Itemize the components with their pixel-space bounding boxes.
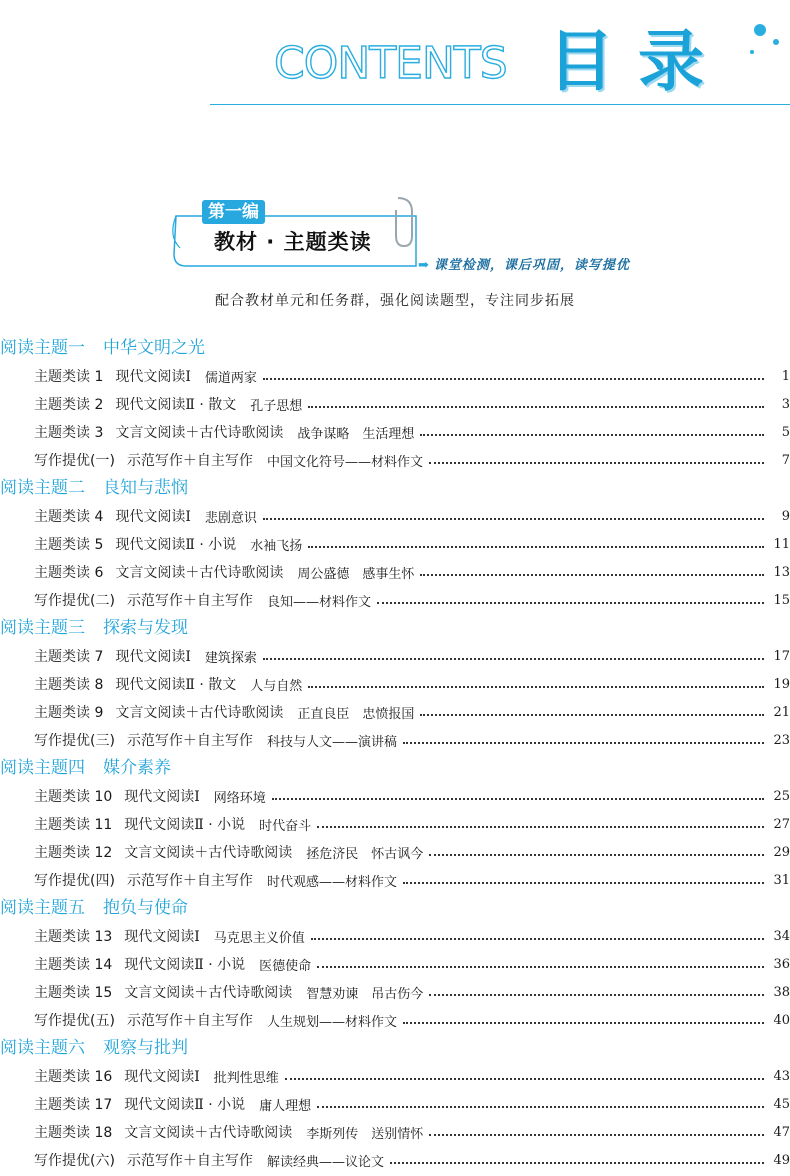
entry-label: 主题类读 6 — [34, 565, 104, 581]
entry-category: 现代文阅读Ⅰ — [115, 649, 191, 665]
theme-label: 阅读主题一 — [0, 338, 85, 358]
dot-leader — [420, 434, 764, 436]
page-number: 15 — [773, 592, 790, 608]
dot-leader — [429, 994, 764, 996]
toc-entry[interactable] — [0, 558, 790, 586]
entry-title: 正直良臣 忠愤报国 — [297, 706, 415, 722]
toc-entry[interactable] — [0, 726, 790, 754]
entry-label: 主题类读 15 — [34, 985, 113, 1001]
entry-title: 战争谋略 生活理想 — [297, 426, 415, 442]
entry-category: 示范写作＋自主写作 — [126, 1153, 253, 1169]
entry-category: 现代文阅读Ⅰ — [115, 369, 191, 385]
page-header — [0, 0, 790, 110]
toc-entry[interactable] — [0, 1118, 790, 1146]
theme-name: 良知与悲悯 — [103, 478, 188, 498]
page-number: 9 — [781, 508, 790, 524]
entry-category: 文言文阅读＋古代诗歌阅读 — [124, 985, 293, 1001]
page-number: 17 — [773, 648, 790, 664]
unit-subtitle — [418, 254, 630, 273]
entry-label: 主题类读 3 — [34, 425, 104, 441]
entry-title: 马克思主义价值 — [213, 930, 305, 946]
theme-name: 媒介素养 — [103, 758, 171, 778]
entry-category: 现代文阅读Ⅱ · 小说 — [124, 1097, 246, 1113]
page-number: 1 — [781, 368, 790, 384]
header-rule — [210, 104, 790, 105]
entry-label: 主题类读 4 — [34, 509, 104, 525]
page-number: 19 — [773, 676, 790, 692]
toc-entry[interactable] — [0, 810, 790, 838]
dot-leader — [285, 1078, 764, 1080]
entry-label: 主题类读 17 — [34, 1097, 113, 1113]
theme-label: 阅读主题四 — [0, 758, 85, 778]
entry-label: 主题类读 1 — [34, 369, 104, 385]
dot-leader — [429, 462, 764, 464]
entry-title: 周公盛德 感事生怀 — [297, 566, 415, 582]
dot-leader — [403, 1022, 764, 1024]
toc-entry[interactable] — [0, 866, 790, 894]
theme-label: 阅读主题六 — [0, 1038, 85, 1058]
entry-title: 孔子思想 — [250, 398, 303, 414]
entry-title: 智慧劝谏 吊古伤今 — [306, 986, 424, 1002]
page-number: 25 — [773, 788, 790, 804]
page-number: 49 — [773, 1152, 790, 1168]
dot-leader — [317, 966, 764, 968]
entry-title: 建筑探索 — [204, 650, 257, 666]
entry-label: 主题类读 10 — [34, 789, 113, 805]
dot-leader — [403, 882, 764, 884]
page-number: 38 — [773, 984, 790, 1000]
page-number: 3 — [781, 396, 790, 412]
entry-title: 医德使命 — [259, 958, 312, 974]
page-number: 31 — [773, 872, 790, 888]
theme-heading[interactable] — [0, 1034, 790, 1062]
toc-entry[interactable] — [0, 922, 790, 950]
entry-title: 水袖飞扬 — [250, 538, 303, 554]
entry-title: 拯危济民 怀古讽今 — [306, 846, 424, 862]
toc-entry[interactable] — [0, 950, 790, 978]
entry-title: 良知——材料作文 — [266, 594, 371, 610]
entry-category: 示范写作＋自主写作 — [126, 1013, 253, 1029]
toc-entry[interactable] — [0, 1062, 790, 1090]
toc-entry[interactable] — [0, 418, 790, 446]
dot-leader — [272, 798, 764, 800]
toc-entry[interactable] — [0, 1006, 790, 1034]
unit-intro: 配合教材单元和任务群，强化阅读题型，专注同步拓展 — [215, 293, 575, 309]
toc-entry[interactable] — [0, 1090, 790, 1118]
page-number: 47 — [773, 1124, 790, 1140]
theme-label: 阅读主题三 — [0, 618, 85, 638]
theme-heading[interactable] — [0, 614, 790, 642]
dot-leader — [263, 658, 764, 660]
entry-category: 文言文阅读＋古代诗歌阅读 — [115, 565, 284, 581]
page-number: 7 — [781, 452, 790, 468]
entry-label: 写作提优(一) — [34, 453, 115, 469]
arrow-glyph-icon: ➡ — [418, 258, 430, 273]
entry-label: 主题类读 12 — [34, 845, 113, 861]
dot-leader — [429, 1134, 764, 1136]
toc-entry[interactable] — [0, 978, 790, 1006]
theme-name: 观察与批判 — [103, 1038, 188, 1058]
dot-leader — [390, 1162, 764, 1164]
entry-title: 时代奋斗 — [259, 818, 312, 834]
theme-heading[interactable] — [0, 334, 790, 362]
entry-category: 文言文阅读＋古代诗歌阅读 — [115, 425, 284, 441]
theme-heading[interactable] — [0, 474, 790, 502]
dot-leader — [308, 546, 764, 548]
entry-label: 写作提优(三) — [34, 733, 115, 749]
theme-name: 探索与发现 — [103, 618, 188, 638]
entry-title: 中国文化符号——材料作文 — [266, 454, 423, 470]
entry-category: 示范写作＋自主写作 — [126, 593, 253, 609]
entry-label: 主题类读 16 — [34, 1069, 113, 1085]
mulu-heading: 目录 — [548, 23, 728, 100]
entry-label: 主题类读 5 — [34, 537, 104, 553]
page-number: 45 — [773, 1096, 790, 1112]
entry-label: 主题类读 14 — [34, 957, 113, 973]
entry-category: 现代文阅读Ⅰ — [115, 509, 191, 525]
page-number: 5 — [781, 424, 790, 440]
entry-label: 写作提优(六) — [34, 1153, 115, 1169]
page-number: 21 — [773, 704, 790, 720]
unit-tag: 第一编 — [202, 200, 265, 224]
toc-entry[interactable] — [0, 390, 790, 418]
dot-leader — [403, 742, 764, 744]
page-number: 13 — [773, 564, 790, 580]
dot-leader — [263, 518, 764, 520]
page-number: 29 — [773, 844, 790, 860]
theme-label: 阅读主题二 — [0, 478, 85, 498]
theme-heading[interactable] — [0, 754, 790, 782]
toc-entry[interactable] — [0, 586, 790, 614]
entry-label: 主题类读 2 — [34, 397, 104, 413]
toc-entry[interactable] — [0, 530, 790, 558]
toc-entry[interactable] — [0, 838, 790, 866]
dot-leader — [317, 826, 764, 828]
entry-category: 示范写作＋自主写作 — [126, 733, 253, 749]
entry-label: 主题类读 9 — [34, 705, 104, 721]
entry-category: 文言文阅读＋古代诗歌阅读 — [115, 705, 284, 721]
entry-category: 现代文阅读Ⅱ · 散文 — [115, 397, 237, 413]
entry-title: 悲剧意识 — [204, 510, 257, 526]
entry-label: 主题类读 8 — [34, 677, 104, 693]
page-number: 43 — [773, 1068, 790, 1084]
toc-entry[interactable] — [0, 670, 790, 698]
theme-name: 中华文明之光 — [103, 338, 205, 358]
toc-entry[interactable] — [0, 502, 790, 530]
entry-category: 现代文阅读Ⅱ · 小说 — [124, 957, 246, 973]
unit-title: 教材 · 主题类读 — [214, 230, 372, 254]
entry-title: 时代观感——材料作文 — [266, 874, 397, 890]
dot-leader — [308, 406, 764, 408]
toc-entry[interactable] — [0, 782, 790, 810]
entry-title: 人生规划——材料作文 — [266, 1014, 397, 1030]
page-number: 36 — [773, 956, 790, 972]
entry-category: 示范写作＋自主写作 — [126, 453, 253, 469]
unit-subtitle-text: 课堂检测，课后巩固，读写提优 — [433, 258, 630, 273]
page-number: 27 — [773, 816, 790, 832]
entry-label: 主题类读 13 — [34, 929, 113, 945]
entry-category: 示范写作＋自主写作 — [126, 873, 253, 889]
toc-entry[interactable] — [0, 446, 790, 474]
dot-leader — [429, 854, 764, 856]
dot-leader — [311, 938, 764, 940]
page-number: 23 — [773, 732, 790, 748]
page-number: 34 — [773, 928, 790, 944]
entry-title: 解读经典——议论文 — [266, 1154, 384, 1170]
toc-entry[interactable] — [0, 698, 790, 726]
page-number: 11 — [773, 536, 790, 552]
entry-label: 写作提优(四) — [34, 873, 115, 889]
toc-entry[interactable] — [0, 1146, 790, 1174]
theme-name: 抱负与使命 — [103, 898, 188, 918]
dot-leader — [420, 574, 764, 576]
dot-leader — [263, 378, 764, 380]
toc-entry[interactable] — [0, 362, 790, 390]
dot-leader — [420, 714, 764, 716]
entry-category: 现代文阅读Ⅱ · 散文 — [115, 677, 237, 693]
entry-label: 主题类读 11 — [34, 817, 113, 833]
entry-title: 人与自然 — [250, 678, 303, 694]
dot-leader — [308, 686, 764, 688]
unit-banner — [166, 196, 426, 276]
toc-entry[interactable] — [0, 642, 790, 670]
contents-heading: CONTENTS — [274, 38, 507, 89]
dot-leader — [317, 1106, 764, 1108]
toc-list — [0, 334, 790, 1174]
entry-label: 主题类读 7 — [34, 649, 104, 665]
entry-category: 文言文阅读＋古代诗歌阅读 — [124, 1125, 293, 1141]
entry-category: 现代文阅读Ⅰ — [124, 1069, 200, 1085]
entry-title: 儒道两家 — [204, 370, 257, 386]
entry-title: 网络环境 — [213, 790, 266, 806]
entry-category: 现代文阅读Ⅱ · 小说 — [124, 817, 246, 833]
entry-title: 李斯列传 送别情怀 — [306, 1126, 424, 1142]
dot-leader — [377, 602, 764, 604]
entry-title: 科技与人文——演讲稿 — [266, 734, 397, 750]
theme-heading[interactable] — [0, 894, 790, 922]
entry-label: 写作提优(二) — [34, 593, 115, 609]
theme-label: 阅读主题五 — [0, 898, 85, 918]
entry-title: 庸人理想 — [259, 1098, 312, 1114]
entry-category: 文言文阅读＋古代诗歌阅读 — [124, 845, 293, 861]
page-number: 40 — [773, 1012, 790, 1028]
entry-category: 现代文阅读Ⅰ — [124, 929, 200, 945]
entry-label: 主题类读 18 — [34, 1125, 113, 1141]
entry-category: 现代文阅读Ⅰ — [124, 789, 200, 805]
entry-title: 批判性思维 — [213, 1070, 279, 1086]
entry-category: 现代文阅读Ⅱ · 小说 — [115, 537, 237, 553]
entry-label: 写作提优(五) — [34, 1013, 115, 1029]
